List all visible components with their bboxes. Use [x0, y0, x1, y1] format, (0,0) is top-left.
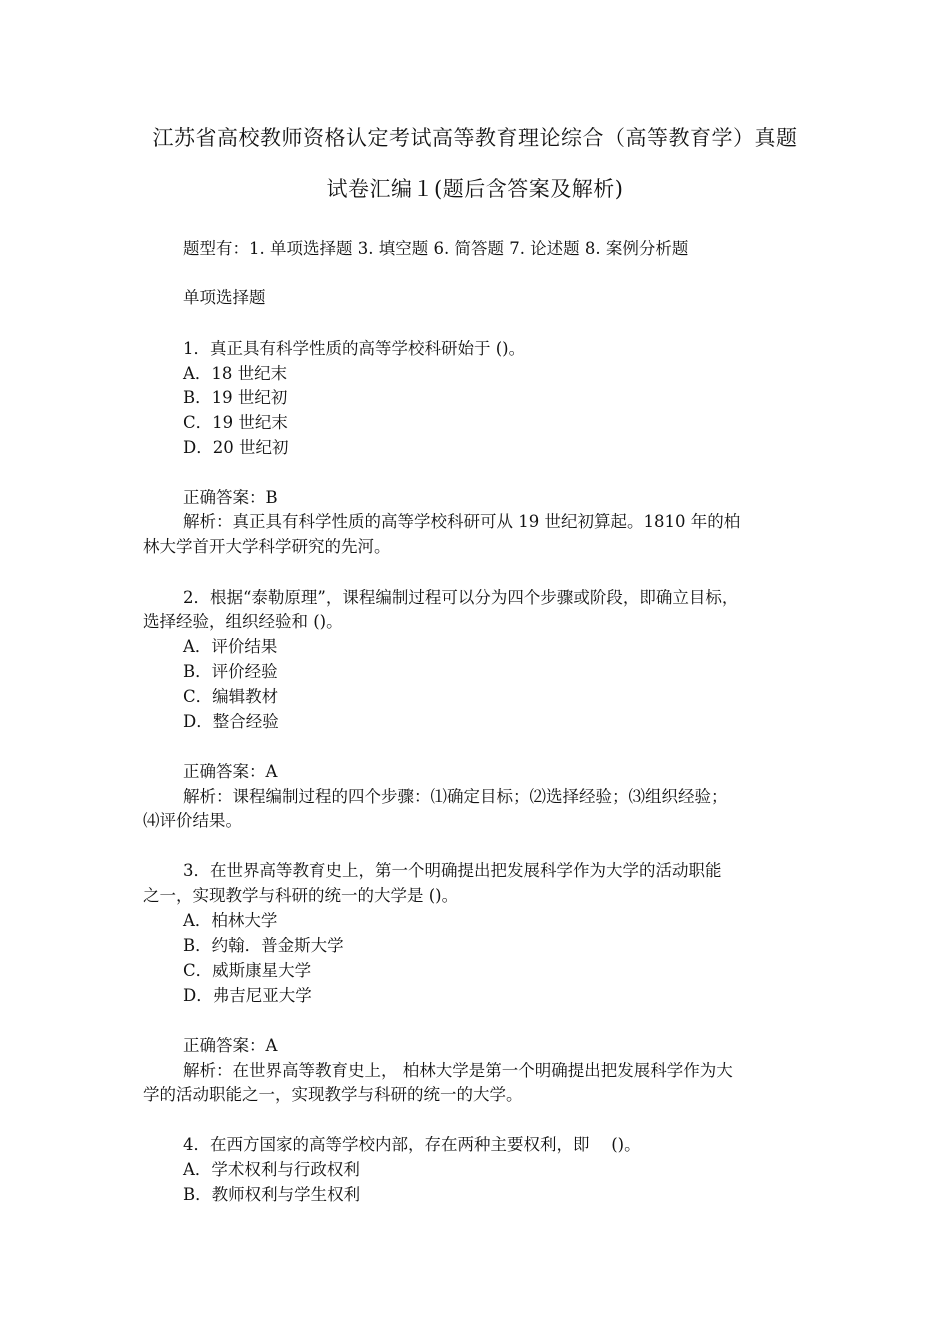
q2-option-d: D．整合经验	[183, 712, 279, 731]
q3-analysis-line-1: 解析：在世界高等教育史上， 柏林大学是第一个明确提出把发展科学作为大	[183, 1061, 733, 1080]
q2-analysis-line-2: ⑷评价结果。	[143, 811, 242, 830]
q1-answer: 正确答案：B	[183, 488, 278, 507]
q3-option-d: D．弗吉尼亚大学	[183, 986, 312, 1005]
q1-option-b: B．19 世纪初	[183, 388, 288, 407]
q4-option-a: A．学术权利与行政权利	[183, 1160, 360, 1179]
q4-option-b: B．教师权利与学生权利	[183, 1185, 361, 1204]
q3-option-a: A．柏林大学	[183, 911, 278, 930]
q2-stem-line-1: 2．根据“泰勒原理”，课程编制过程可以分为四个步骤或阶段，即确立目标，	[183, 588, 739, 607]
q3-analysis-line-2: 学的活动职能之一，实现教学与科研的统一的大学。	[143, 1085, 523, 1104]
q1-option-a: A．18 世纪末	[183, 364, 288, 383]
q2-option-a: A．评价结果	[183, 637, 278, 656]
section-heading: 单项选择题	[183, 288, 266, 307]
q4-stem: 4．在西方国家的高等学校内部，存在两种主要权利，即 ()。	[183, 1135, 641, 1154]
q2-stem-line-2: 选择经验，组织经验和 ()。	[143, 612, 343, 631]
q1-option-d: D．20 世纪初	[183, 438, 289, 457]
q2-option-c: C．编辑教材	[183, 687, 279, 706]
q1-analysis-line-2: 林大学首开大学科学研究的先河。	[143, 537, 391, 556]
q2-option-b: B．评价经验	[183, 662, 278, 681]
q1-analysis-line-1: 解析：真正具有科学性质的高等学校科研可从 19 世纪初算起。1810 年的柏	[183, 512, 741, 531]
q3-stem-line-2: 之一，实现教学与科研的统一的大学是 ()。	[143, 886, 459, 905]
document-title-line-2: 试卷汇编１(题后含答案及解析)	[326, 177, 624, 201]
q3-option-b: B．约翰．普金斯大学	[183, 936, 344, 955]
q1-stem: 1．真正具有科学性质的高等学校科研始于 ()。	[183, 339, 526, 358]
q3-option-c: C．威斯康星大学	[183, 961, 312, 980]
q1-option-c: C．19 世纪末	[183, 413, 288, 432]
document-title-line-1: 江苏省高校教师资格认定考试高等教育理论综合（高等教育学）真题	[152, 126, 798, 150]
question-types-line: 题型有：1. 单项选择题 3. 填空题 6. 简答题 7. 论述题 8. 案例分析题	[183, 239, 689, 258]
q2-analysis-line-1: 解析：课程编制过程的四个步骤：⑴确定目标；⑵选择经验；⑶组织经验；	[183, 787, 728, 806]
q2-answer: 正确答案：A	[183, 762, 278, 781]
q3-answer: 正确答案：A	[183, 1036, 278, 1055]
q3-stem-line-1: 3．在世界高等教育史上，第一个明确提出把发展科学作为大学的活动职能	[183, 861, 722, 880]
